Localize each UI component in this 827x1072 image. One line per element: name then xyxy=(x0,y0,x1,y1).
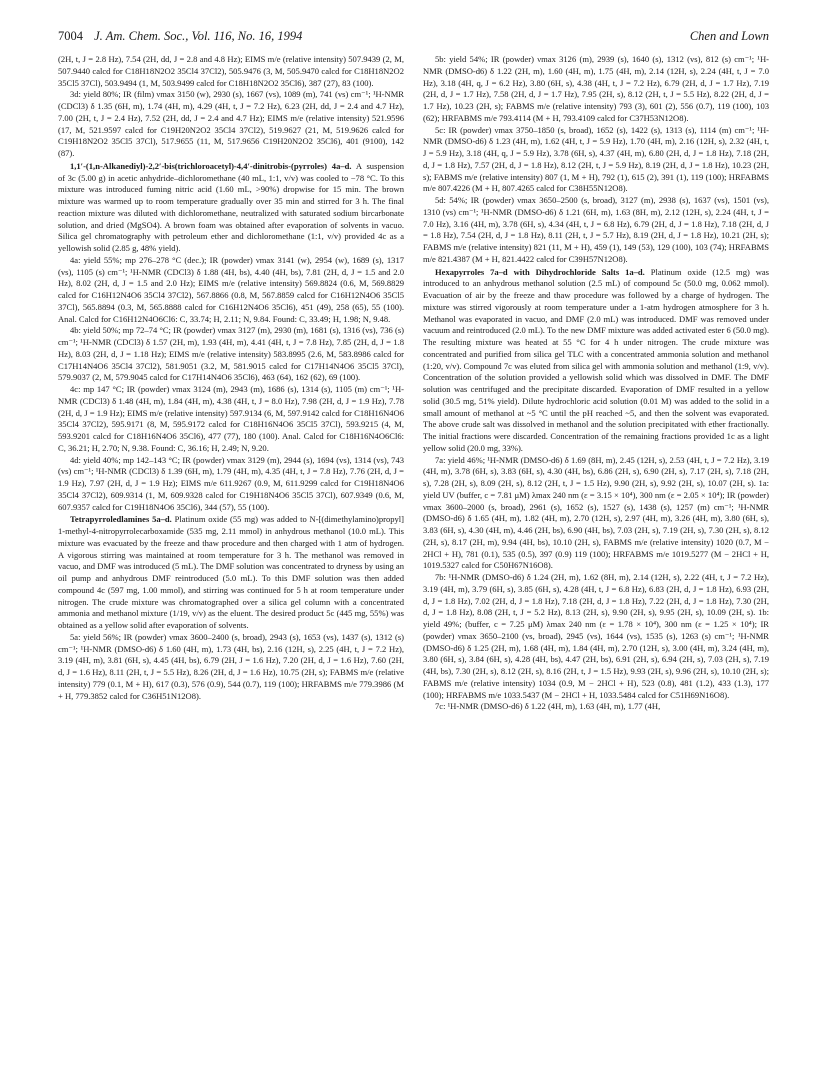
paragraph-5d-data: 5d: 54%; IR (powder) νmax 3650–2500 (s, broad), 3127 (m), 2938 (s), 1637 (vs), 1501 (vs), 1310 (vs) cm⁻¹; ¹H-NMR (DMSO-d6) δ 1.21 (6H, m), 1.63 (8H, m), 2.12 (12H, s), 2.24 (4H, t, J = 7.0 Hz), 3.16 (4H, m), 3.78 (6H, s), 4.34 (4H, t, J = 6.8 Hz), 6.79 (2H, d, J = 1.8 Hz), 7.18 (2H, d, J = 1.8 Hz), 7.54 (2H, d, J = 1.8 Hz), 8.11 (2H, t, J = 5.7 Hz), 8.19 (2H, d, J = 1.8 Hz), 10.21 (2H, s); FABMS m/e (relative intensity) 821 (11, M + H), 459 (1), 149 (53), 129 (100), 103 (74); HRFABMS m/e 821.4387 (M + H, 821.4422 calcd for C39H57N12O8). xyxy=(423,195,769,264)
section-body: Platinum oxide (12.5 mg) was introduced to an anhydrous methanol solution (2.5 mL) of compound 5c (50.0 mg, 0.062 mmol). Evacuation of air by the freeze and thaw procedure was followed by a charge of hydrogen. The mixture was stirred vigorously at room temperature under a 1-atm hydrogen atmosphere for 3 h. Methanol was evaporated in vacuo, and DMF (2.0 mL) was introduced. DMF was removed under vacuum and reintroduced (2.0 mL). To the new DMF mixture was added activated ester 6 (50.0 mg). The resulting mixture was heated at 55 °C for 4 h under nitrogen. The crude mixture was concentrated and purified from silica gel TLC with a concentrated ammonia solution and methanol (1:20, v/v). Compound 7c was eluted from silica gel with ammonia solution and methanol (1:9, v/v). Concentration of the solution provided a yellowish solid which was dissolved in DMF. The DMF solution was centrifuged and the precipitate discarded. Evaporation of DMF resulted in a yellow solid (30.5 mg, 51% yield). Dilute hydrochloric acid solution (0.01 M) was added to the solid in a small amount of methanol at ~5 °C until the pH reached ~5, and then the solvent was evaporated. The above crude salt was dissolved in methanol and the solution precipitated with ether fractionally. The initial fractions were discarded. Concentration of the remaining fractions provided 1c as a light yellow solid (20.0 mg, 33%). xyxy=(423,266,769,453)
paragraph-4a-data: 4a: yield 55%; mp 276–278 °C (dec.); IR (powder) νmax 3141 (w), 2954 (w), 1689 (s), 1317 (vs), 1105 (s) cm⁻¹; ¹H-NMR (CDCl3) δ 1.88 (4H, bs), 4.40 (4H, bs), 7.81 (2H, d, J = 1.5 and 2.0 Hz), 8.02 (2H, d, J = 1.5 and 2.0 Hz); EIMS m/e (relative intensity) 569.8824 (0.6, M, 569.8829 calcd for C16H12N4O6 35Cl4 37Cl2), 567.8866 (0.8, M, 567.8859 calcd for C16H12N4O6 35Cl5 37Cl), 565.8894 (0.3, M, 565.8888 calcd for C16H12N4O6 35Cl6), 451 (49), 258 (65), 55 (100). Anal. Calcd for C16H12N4O6Cl6: C, 33.74; H, 2.11; N, 9.84. Found: C, 33.49; H, 1.98; N, 9.48. xyxy=(58,254,404,324)
paragraph-3d-data: 3d: yield 80%; IR (film) νmax 3150 (w), 2930 (s), 1667 (vs), 1089 (m), 741 (vs) cm⁻¹; ¹H-NMR (CDCl3) δ 1.35 (6H, m), 1.74 (4H, m), 4.29 (4H, t, J = 7.2 Hz), 6.23 (2H, dd, J = 2.4 and 4.7 Hz), 7.00 (2H, t, J = 2.4 Hz), 7.52 (2H, dd, J = 2.4 and 4.7 Hz); EIMS m/e (relative intensity) 521.9596 (17, M, 521.9597 calcd for C19H20N2O2 35Cl4 37Cl2), 519.9627 (21, M, 519.9626 calcd for C19H18N2O2 35Cl5 37Cl), 517.9655 (11, M, 517.9656 C19H20N2O2 35Cl6), 401 (9100), 142 (87). xyxy=(58,89,404,158)
section-hexapyrroles xyxy=(423,267,769,455)
paragraph-5b-data: 5b: yield 54%; IR (powder) νmax 3126 (m), 2939 (s), 1640 (s), 1312 (vs), 812 (s) cm⁻¹; ¹H-NMR (DMSO-d6) δ 1.22 (2H, m), 1.60 (4H, m), 1.75 (4H, m), 2.14 (12H, s), 2.24 (4H, t, J = 7.0 Hz), 3.18 (4H, q, J = 6.2 Hz), 3.80 (6H, s), 4.38 (4H, t, J = 7.2 Hz), 6.79 (2H, d, J = 1.7 Hz), 7.19 (2H, d, J = 1.7 Hz), 7.58 (2H, d, J = 1.7 Hz), 7.95 (2H, s), 8.12 (2H, t, J = 5.5 Hz), 8.22 (2H, d, J = 1.7 Hz), 10.23 (2H, s); FABMS m/e (relative intensity) 793 (3), 601 (2), 556 (0.7), 119 (100), 103 (62); HRFABMS m/e 793.4114 (M + H, 793.4109 calcd for C37H53N12O8). xyxy=(423,54,769,123)
paragraph-4d-data: 4d: yield 40%; mp 142–143 °C; IR (powder) νmax 3129 (m), 2944 (s), 1694 (vs), 1314 (vs), 743 (vs) cm⁻¹; ¹H-NMR (CDCl3) δ 1.39 (6H, m), 1.79 (4H, m), 4.35 (4H, t, J = 7.8 Hz), 7.76 (2H, d, J = 1.9 Hz), 7.97 (2H, d, J = 1.9 Hz); EIMS m/e 611.9267 (0.9, M, 611.9299 calcd for C19H18N4O6 35Cl4 37Cl2), 609.9314 (1, M, 609.9328 calcd for C19H18N4O6 35Cl5 37Cl), 607.9349 (0.6, M, 607.9357 calcd for C19H18N4O6 35Cl6), 344 (57), 55 (100). xyxy=(58,454,404,512)
section-tetrapyrrolediamines xyxy=(58,514,404,632)
header-authors: Chen and Lown xyxy=(689,29,769,43)
section-heading: 1,1′-(1,n-Alkanediyl)-2,2′-bis(trichloroacetyl)-4,4′-dinitrobis-(pyrroles) 4a–d. xyxy=(70,160,352,171)
paragraph-3c-data-end: (2H, t, J = 2.8 Hz), 7.54 (2H, dd, J = 2.8 and 4.8 Hz); EIMS m/e (relative intensity) 507.9439 (2, M, 507.9440 calcd for C18H18N2O2 35Cl4 37Cl2), 505.9476 (3, M, 505.9470 calcd for C18H18N2O2 35Cl5 37Cl), 503.9494 (1, M, 503.9499 calcd for C18H18N2O2 35Cl6), 387 (27), 83 (100). xyxy=(58,54,404,88)
section-heading: Tetrapyrroledlamines 5a–d. xyxy=(70,514,172,525)
section-body: A suspension of 3c (5.00 g) in acetic anhydride–dichloromethane (40 mL, 1:1, v/v) was cooled to −78 °C. To this mixture was introduced fuming nitric acid (1.60 mL, >90%) dropwise for 15 min. The brown mixture was warmed up to room temperature gradually over 35 min and stirred for 3 h. The final reaction mixture was diluted with dichloromethane, neutralized with saturated sodium bircarbonate solution, and dried (MgSO4). A brown foam was obtained after evaporation of solvents in vacuo. Silica gel chromatography with petroleum ether and dichloromethane (1:1, v/v) provided 4c as a yellowish solid (2.85 g, 48% yield). xyxy=(58,160,404,253)
paragraph-4c-data: 4c: mp 147 °C; IR (powder) νmax 3124 (m), 2943 (m), 1686 (s), 1314 (s), 1105 (m) cm⁻¹; ¹H-NMR (CDCl3) δ 1.48 (4H, m), 1.84 (4H, m), 4.38 (4H, t, J = 8.0 Hz), 7.98 (2H, d, J = 1.9 Hz), 7.78 (2H, d, J = 1.9 Hz); EIMS m/e (relative intensity) 597.9134 (6, M, 597.9142 calcd for C18H16N4O6 35Cl4 37Cl2), 595.9171 (8, M, 595.9172 calcd for C18H16N4O6 35Cl5 37Cl), 593.9215 (4, M, 593.9201 calcd for C18H16N4O6 35Cl6), 477 (77), 180 (100). Anal. Calcd for C18H16N4O6Cl6: C, 36.21; H, 2.70; N, 9.38. Found: C, 36.16; H, 2.49; N, 9.20. xyxy=(58,384,404,453)
paragraph-5c-data: 5c: IR (powder) νmax 3750–1850 (s, broad), 1652 (s), 1422 (s), 1313 (s), 1114 (m) cm⁻¹; ¹H-NMR (DMSO-d6) δ 1.23 (4H, m), 1.62 (4H, t, J = 5.9 Hz), 1.70 (4H, m), 2.16 (12H, s), 2.32 (4H, t, J = 5.9 Hz), 3.18 (4H, q, J = 5.9 Hz), 3.78 (6H, s), 4.37 (4H, m), 6.80 (2H, d, J = 1.8 Hz), 7.18 (2H, d, J = 1.8 Hz), 7.57 (2H, d, J = 1.8 Hz), 8.12 (2H, t, J = 5.9 Hz), 8.19 (2H, d, J = 1.8 Hz), 10.23 (2H, s); FABMS m/e (relative intensity) 807 (1, M + H), 792 (1), 615 (2), 391 (1), 119 (100); HRFABMS m/e 807.4226 (M + H, 807.4265 calcd for C38H55N12O8). xyxy=(423,124,769,194)
paragraph-5a-data: 5a: yield 56%; IR (powder) νmax 3600–2400 (s, broad), 2943 (s), 1653 (vs), 1437 (s), 1312 (s) cm⁻¹; ¹H-NMR (DMSO-d6) δ 1.60 (4H, m), 1.73 (4H, bs), 2.16 (12H, s), 2.25 (4H, t, J = 7.2 Hz), 3.19 (4H, m), 3.81 (6H, s), 4.45 (4H, bs), 6.79 (2H, J = 1.6 Hz), 7.20 (2H, d, J = 1.6 Hz), 7.60 (2H, d, J = 1.6 Hz), 8.11 (2H, t, J = 5.5 Hz), 8.26 (2H, d, J = 1.6 Hz), 10.75 (2H, s); FABMS m/e (relative intensity) 779 (0.1, M + H), 617 (0.3), 576 (0.9), 544 (0.7), 119 (100); HRFABMS m/e 779.3986 (M + H, 779.3852 calcd for C36H51N12O8). xyxy=(58,631,404,701)
section-dinitrobispyrroles xyxy=(58,161,404,255)
section-heading: Hexapyrroles 7a–d with Dihydrochloride Salts 1a–d. xyxy=(435,266,645,277)
paragraph-7c-data: 7c: ¹H-NMR (DMSO-d6) δ 1.22 (4H, m), 1.63 (4H, m), 1.77 (4H, xyxy=(435,701,661,712)
paragraph-7a-data: 7a: yield 46%; ¹H-NMR (DMSO-d6) δ 1.69 (8H, m), 2.45 (12H, s), 2.53 (4H, t, J = 7.2 Hz), 3.19 (4H, m), 3.78 (6H, s), 3.83 (6H, s), 4.30 (4H, bs), 6.86 (2H, s), 6.90 (2H, s), 7.17 (2H, s), 7.18 (2H, s), 7.28 (2H, s), 8.09 (2H, s), 8.12 (2H, t, J = 1.5 Hz), 9.90 (2H, s), 9.92 (2H, s), 10.07 (2H, s). 1a: yield UV (buffer, c = 7.81 μM) λmax 240 nm (ε = 3.15 × 10⁴), 300 nm (ε = 2.05 × 10⁴); IR (powder) νmax 3600–2000 (s, broad), 2961 (s), 1652 (s), 1527 (s), 1438 (s), 1257 (m) cm⁻¹; ¹H-NMR (DMSO-d6) δ 1.65 (4H, m), 1.82 (4H, m), 2.70 (12H, s), 2.97 (4H, m), 3.26 (4H, m), 3.80 (6H, s), 3.83 (6H, s), 4.30 (4H, m), 4.46 (2H, bs), 6.90 (4H, bs), 7.03 (2H, s), 7.19 (2H, s), 7.30 (2H, s), 8.12 (2H, s), 8.17 (2H, m), 9.94 (4H, bs), 10.10 (2H, s), FABMS m/e (relative intensity) 1020 (0.7, M − 2HCl + H), 781 (0.1), 535 (0.5), 397 (0.9) 119 (100); HRFABMS m/e 1019.5277 (M − 2HCl + H, 1019.5327 calcd for C50H67N16O8). xyxy=(423,454,769,571)
header-left xyxy=(58,29,302,44)
running-header xyxy=(58,29,769,47)
paragraph-4b-data: 4b: yield 50%; mp 72–74 °C; IR (powder) νmax 3127 (m), 2930 (m), 1681 (s), 1316 (vs), 736 (s) cm⁻¹; ¹H-NMR (CDCl3) δ 1.57 (2H, m), 1.93 (4H, m), 4.41 (4H, t, J = 7.8 Hz), 7.85 (2H, d, J = 1.8 Hz), 8.03 (2H, d, J = 1.18 Hz); EIMS m/e (relative intensity) 583.8995 (2.6, M, 583.8986 calcd for C17H14N4O6 35Cl4 37Cl2), 581.9051 (3.2, M, 581.9015 calcd for C17H14N4O6 35Cl5 37Cl), 579.9037 (2, M, 579.9045 calcd for C17H14N4O6 35Cl6), 463 (64), 162 (62), 69 (100). xyxy=(58,325,404,383)
paragraph-7b-data: 7b: ¹H-NMR (DMSO-d6) δ 1.24 (2H, m), 1.62 (8H, m), 2.14 (12H, s), 2.22 (4H, t, J = 7.2 Hz), 3.19 (4H, m), 3.79 (6H, s), 3.85 (6H, s), 4.28 (4H, t, J = 6.8 Hz), 6.83 (2H, d, J = 1.8 Hz), 6.93 (2H, d, J = 1.8 Hz), 7.02 (2H, d, J = 1.8 Hz), 7.18 (2H, d, J = 1.8 Hz), 7.22 (2H, d, J = 1.8 Hz), 7.30 (2H, d, J = 1.8 Hz), 8.08 (2H, t, J = 5.2 Hz), 8.13 (2H, s), 9.90 (2H, s), 9.95 (2H, s), 10.09 (2H, s). 1b: yield 49%; (buffer, c = 7.25 μM) λmax 240 nm (ε = 1.78 × 10⁴), 300 nm (ε = 1.25 × 10⁴); IR (powder) νmax 3650–2100 (vs, broad), 2945 (vs), 1644 (vs), 1535 (s), 1263 (s) cm⁻¹; ¹H-NMR (DMSO-d6) δ 1.25 (2H, m), 1.68 (4H, m), 1.84 (4H, m), 2.70 (12H, s), 3.00 (4H, m), 3.24 (4H, m), 3.80 (6H, s), 3.84 (6H, s), 4.28 (4H, bs), 4.47 (2H, bs), 6.91 (2H, s), 6.94 (2H, s), 7.03 (2H, s), 7.19 (4H, bs), 7.30 (2H, s), 8.12 (2H, s), 8.16 (2H, t, J = 1.5 Hz), 9.93 (2H, s), 9.96 (2H, s), 10.10 (2H, s); FABMS m/e (relative intensity) 1034 (0.9, M − 2HCl + H), 523 (0.8), 481 (1.2), 433 (1.3), 177 (100); HRFABMS m/e 1033.5437 (M − 2HCl + H, 1033.5484 calcd for C51H69N16O8). xyxy=(423,572,769,700)
page-number: 7004 xyxy=(58,29,83,43)
section-body: Platinum oxide (55 mg) was added to N-[(dimethylamino)propyl] 1-methyl-4-nitropyrrolecarboxamide (535 mg, 2.11 mmol) in anhydrous methanol (10.0 mL). This mixture was evacuated by the freeze and thaw procedure and then charged with 1 atm of hydrogen. A vigorous stirring was maintained at room temperature for 3 h. The methanol was removed in vacuo, and DMF was introduced (5 mL). The DMF solution was concentrated to dryness by using an oil pump and anhydrous DMF reintroduced (5.0 mL). To this DMF solution was then added compound 4c (597 mg, 1.00 mmol), and stirring was continued for 5 h at room temperature under nitrogen. The crude mixture was chromatographed over a silica gel column with a concentrated ammonia and methanol mixture (1/19, v/v) as the eluent. The desired product 5c (445 mg, 55%) was obtained as a yellow solid after evaporation of solvents. xyxy=(58,514,404,630)
journal-citation: J. Am. Chem. Soc., Vol. 116, No. 16, 1994 xyxy=(94,29,303,43)
right-column xyxy=(423,54,769,1059)
left-column xyxy=(58,54,404,1059)
